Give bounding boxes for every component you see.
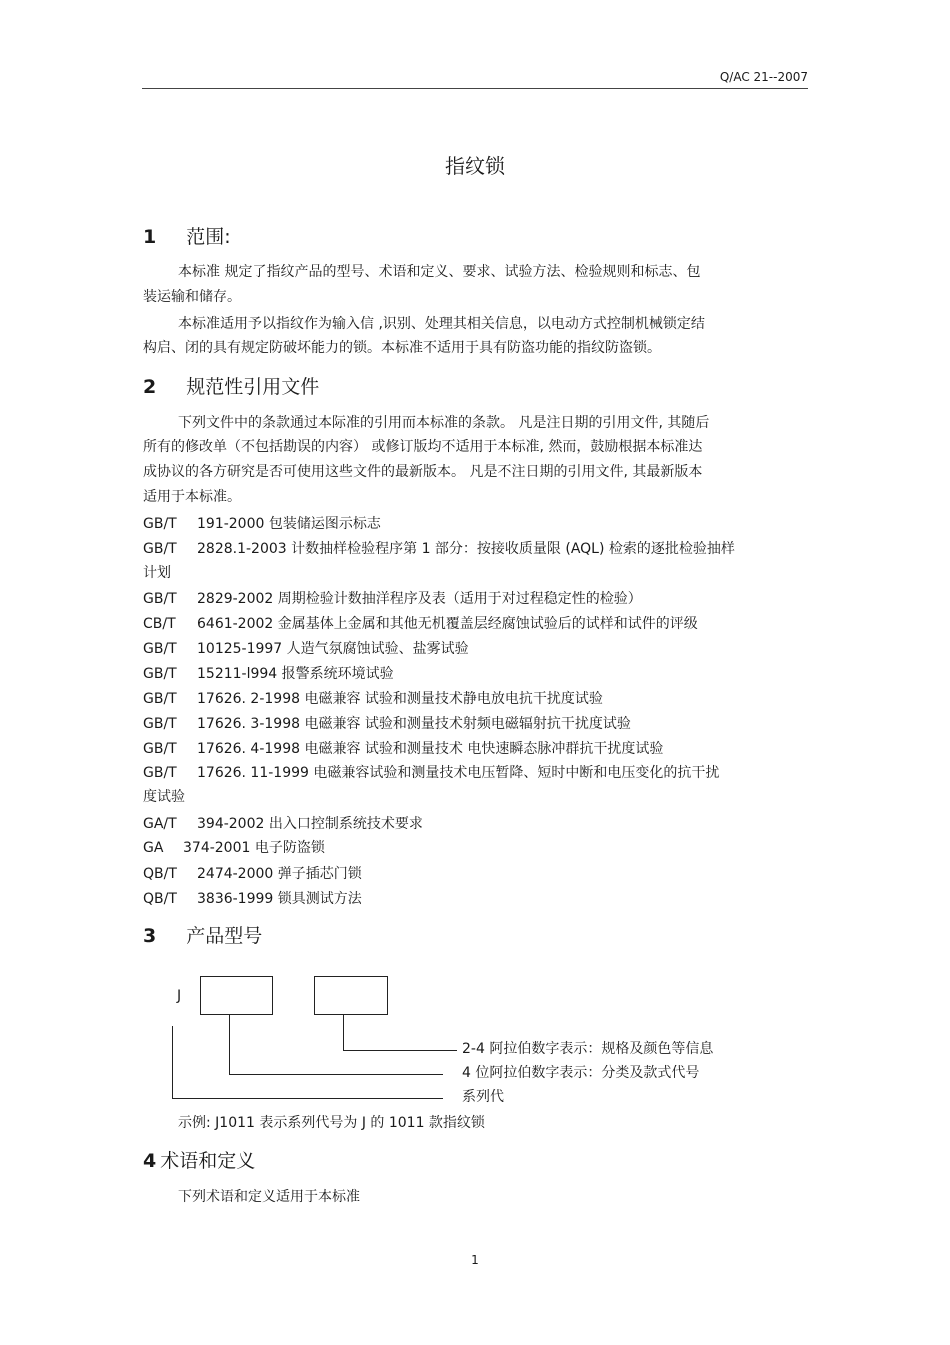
reference-item xyxy=(143,837,325,857)
scope-paragraph-1-line-2: 装运输和储存。 xyxy=(143,289,241,305)
section-number: 3 xyxy=(143,925,157,947)
reference-code: QB/T xyxy=(143,866,177,882)
reference-text: 10125-1997 人造气氛腐蚀试验、盐雾试验 xyxy=(197,641,469,657)
reference-text: 17626. 2-1998 电磁兼容 试验和测量技术静电放电抗干扰度试验 xyxy=(197,691,603,707)
reference-text: 17626. 11-1999 电磁兼容试验和测量技术电压暂降、短时中断和电压变化的抗干扰 xyxy=(197,765,720,781)
reference-item xyxy=(143,688,603,708)
reference-continuation: 计划 xyxy=(143,565,171,581)
reference-item xyxy=(143,863,362,883)
scope-paragraph-2-line-2: 构启、闭的具有规定防破坏能力的锁。本标准不适用于具有防盗功能的指纹防盗锁。 xyxy=(143,340,661,356)
reference-code: GB/T xyxy=(143,741,177,757)
reference-code: GB/T xyxy=(143,591,177,607)
reference-item xyxy=(143,713,631,733)
reference-text: 374-2001 电子防盗锁 xyxy=(183,840,325,856)
leader-line-spec-horizontal xyxy=(343,1050,457,1051)
reference-code: GB/T xyxy=(143,516,177,532)
reference-text: 2474-2000 弹子插芯门锁 xyxy=(197,866,362,882)
reference-code: GB/T xyxy=(143,716,177,732)
reference-item xyxy=(143,738,663,758)
reference-item xyxy=(143,762,719,782)
section-number: 2 xyxy=(143,376,157,398)
leader-line-spec-vertical xyxy=(343,1014,344,1050)
reference-item xyxy=(143,888,362,908)
leader-line-series-vertical xyxy=(172,1026,173,1098)
reference-text: 17626. 4-1998 电磁兼容 试验和测量技术 电快速瞬态脉冲群抗干扰度试验 xyxy=(197,741,664,757)
page-number: 1 xyxy=(471,1253,479,1267)
section-title: 术语和定义 xyxy=(160,1150,256,1172)
leader-line-category-horizontal xyxy=(229,1074,443,1075)
section-1-heading xyxy=(143,222,231,249)
section-title: 规范性引用文件 xyxy=(186,376,320,398)
section-title: 范围: xyxy=(186,226,231,248)
section-title: 产品型号 xyxy=(186,925,263,947)
header-rule xyxy=(142,88,808,89)
section-number: 4 xyxy=(143,1150,157,1172)
model-label-spec: 2-4 阿拉伯数字表示：规格及颜色等信息 xyxy=(462,1041,714,1057)
reference-item xyxy=(143,813,423,833)
normative-intro-line-3: 成协议的各方研究是否可使用这些文件的最新版本。 凡是不注日期的引用文件, 其最新版本 xyxy=(143,464,703,480)
reference-code: QB/T xyxy=(143,891,177,907)
scope-paragraph-1-line-1: 本标准 规定了指纹产品的型号、术语和定义、要求、试验方法、检验规则和标志、包 xyxy=(178,264,701,280)
section-3-heading xyxy=(143,921,262,948)
reference-text: 3836-1999 锁具测试方法 xyxy=(197,891,362,907)
model-label-series: 系列代 xyxy=(462,1089,504,1105)
document-title: 指纹锁 xyxy=(445,154,505,178)
reference-code: GB/T xyxy=(143,641,177,657)
reference-item xyxy=(143,613,698,633)
model-box-category xyxy=(200,976,273,1015)
reference-text: 6461-2002 金属基体上金属和其他无机覆盖层经腐蚀试验后的试样和试件的评级 xyxy=(197,616,698,632)
normative-intro-line-1: 下列文件中的条款通过本际准的引用而本标准的条款。 凡是注日期的引用文件, 其随后 xyxy=(178,415,710,431)
reference-code: CB/T xyxy=(143,616,176,632)
reference-code: GB/T xyxy=(143,666,177,682)
reference-item xyxy=(143,588,642,608)
model-box-spec xyxy=(314,976,388,1015)
reference-code: GA/T xyxy=(143,816,177,832)
reference-item xyxy=(143,638,469,658)
leader-line-series-horizontal xyxy=(172,1098,443,1099)
model-prefix: J xyxy=(177,988,182,1004)
reference-text: 394-2002 出入口控制系统技术要求 xyxy=(197,816,423,832)
reference-item xyxy=(143,513,381,533)
reference-item xyxy=(143,538,735,558)
reference-code: GA xyxy=(143,840,164,856)
reference-text: 2828.1-2003 计数抽样检验程序第 1 部分：按接收质量限 (AQL) 检索的逐批检验抽样 xyxy=(197,541,735,557)
reference-code: GB/T xyxy=(143,765,177,781)
reference-text: 191-2000 包装储运图示标志 xyxy=(197,516,381,532)
model-label-category: 4 位阿拉伯数字表示：分类及款式代号 xyxy=(462,1065,700,1081)
reference-continuation: 度试验 xyxy=(143,789,185,805)
normative-intro-line-2: 所有的修改单（不包括勘误的内容） 或修订版均不适用于本标准, 然而，鼓励根据本标准达 xyxy=(143,439,703,455)
reference-code: GB/T xyxy=(143,541,177,557)
reference-item xyxy=(143,663,394,683)
reference-text: 17626. 3-1998 电磁兼容 试验和测量技术射频电磁辐射抗干扰度试验 xyxy=(197,716,631,732)
normative-intro-line-4: 适用于本标准。 xyxy=(143,489,241,505)
section-4-heading xyxy=(143,1146,255,1173)
terms-intro: 下列术语和定义适用于本标准 xyxy=(178,1189,360,1205)
scope-paragraph-2-line-1: 本标准适用予以指纹作为输入信 ,识别、处理其相关信息，以电动方式控制机械锁定结 xyxy=(178,316,705,332)
document-code: Q/AC 21--2007 xyxy=(719,70,808,84)
reference-code: GB/T xyxy=(143,691,177,707)
reference-text: 15211-l994 报警系统环境试验 xyxy=(197,666,394,682)
section-2-heading xyxy=(143,372,319,399)
model-example: 示例: J1011 表示系列代号为 J 的 1011 款指纹锁 xyxy=(178,1115,485,1131)
reference-text: 2829-2002 周期检验计数抽洋程序及表（适用于对过程稳定性的检验） xyxy=(197,591,642,607)
leader-line-category-vertical xyxy=(229,1014,230,1074)
section-number: 1 xyxy=(143,226,157,248)
